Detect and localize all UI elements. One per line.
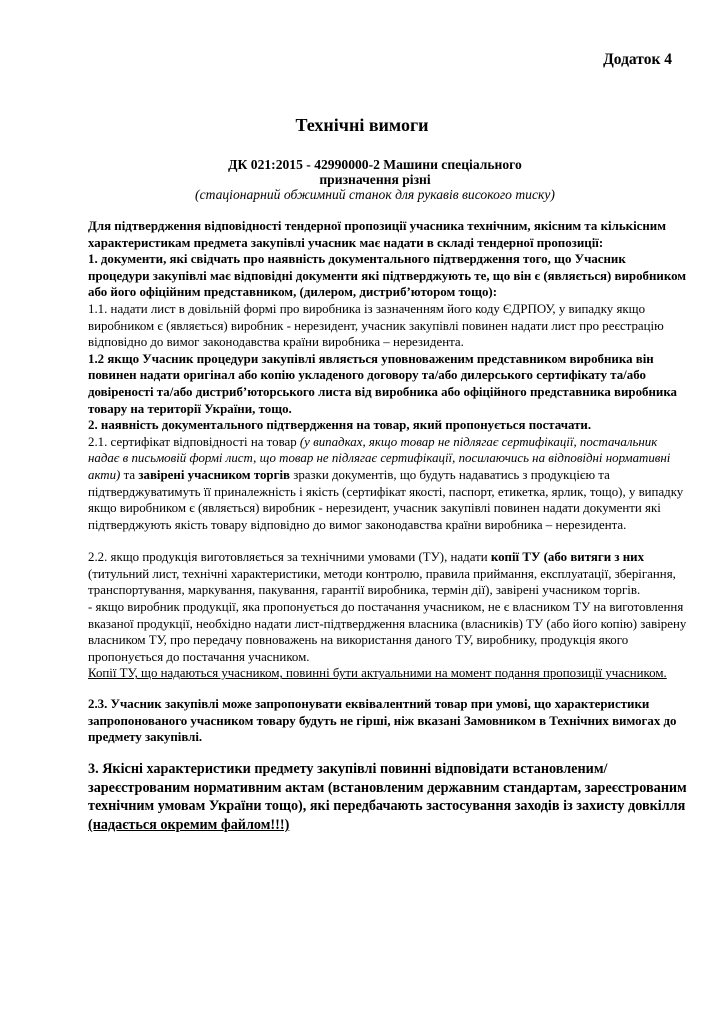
item-3 — [88, 760, 688, 835]
subject-note: (стаціонарний обжимний станок для рукавів високого тиску) — [195, 187, 555, 202]
item-2-1-italic-note: (у випадках, якщо товар не підлягає сертифікації, постачальник надає в письмовій формі лист, що товар не підлягає сертифікації, посилаючись на відповідні нормативні акти) — [88, 434, 671, 482]
item-2-2-bold: копії ТУ (або витяги з них — [490, 550, 645, 565]
item-2-1-text-c: та — [120, 467, 139, 482]
annex-label: Додаток 4 — [603, 51, 672, 68]
item-2-2-text-c: (титульний лист, технічні характеристики, методи контролю, правила приймання, експлуатації, зберігання, транспортування, маркування, пакування, гарантії виробника, термін дії), завірені учасником торгів. — [88, 566, 676, 598]
page-title: Технічні вимоги — [295, 115, 429, 135]
item-2-1-text-a: 2.1. сертифікат відповідності на товар — [88, 434, 300, 449]
item-2-2-text-a: 2.2. якщо продукція виготовляється за технічними умовами (ТУ), надати — [88, 550, 491, 565]
intro-paragraph: Для підтвердження відповідності тендерної пропозиції учасника технічним, якісним та кількісним характеристикам предмета закупівлі учасник має надати в складі тендерної пропозиції: — [88, 219, 667, 250]
subject-code-line2: призначення різні — [319, 172, 431, 187]
requirements-body — [88, 218, 688, 835]
item-1-1: 1.1. надати лист в довільній формі про виробника із зазначенням його коду ЄДРПОУ, у випадку якщо виробником є (являється) виробник - нерезидент, учасник закупівлі повинен надати лист про реєстрацію відповідно до вимог законодавства країни виробника – нерезидента. — [88, 301, 664, 350]
item-3-underlined: (надається окремим файлом!!!) — [88, 817, 290, 834]
item-2-2 — [88, 549, 688, 599]
item-1-2: 1.2 якщо Учасник процедури закупівлі являється уповноваженим представником виробника він повинен надати оригінал або копію укладеного договору та/або дилерського сертифікату та/або довіреності та/або дистриб’юторського листа від виробника або офіційного представника виробника товару на території України, тощо. — [88, 351, 677, 416]
item-2-2-owner-note: - якщо виробник продукції, яка пропонується до постачання учасником, не є власником ТУ на виготовлення вказаної продукції, необхідно надати лист-підтвердження власника (власників) ТУ (або його копію) завірену власником ТУ, про передачу повноважень на використання даного ТУ, виробнику, продукція якого пропонується до постачання учасником. — [88, 600, 687, 664]
subject-code-line1: ДК 021:2015 - 42990000-2 Машини спеціального — [228, 157, 522, 172]
item-2-1 — [88, 434, 688, 534]
item-1-heading: 1. документи, які свідчать про наявність документального підтвердження того, що Учасник процедури закупівлі має відповідні документи які підтверджують те, що він є (являється) виробником або його офіційним представником, (дилером, дистриб’ютором тощо): — [88, 252, 687, 300]
item-2-heading: 2. наявність документального підтвердження на товар, який пропонується постачати. — [88, 418, 592, 433]
item-2-3: 2.3. Учасник закупівлі може запропонувати еквівалентний товар при умові, що характеристики запропонованого учасником товару будуть не гірші, ніж вказані Замовником в Технічних вимогах до предмету закупівлі. — [88, 697, 677, 745]
subject-block — [40, 157, 710, 202]
item-3-text: 3. Якісні характеристики предмету закупівлі повинні відповідати встановленим/зареєстрованим нормативним актам (встановленим державним стандартам, зареєстрованим технічним умовам України тощо), які передбачають застосування заходів із захисту довкілля — [88, 760, 687, 815]
item-2-1-text-e: зразки документів, що будуть надаватись з продукцією та підтверджуватимуть її приналежність і якість (сертифікат якості, паспорт, етикетка, ярлик, тощо), у випадку якщо виробником є (являється) виробник - нерезидент, учасник закупівлі повинен надати документи які підтверджують якість товару відповідно до вимог законодавства країни виробника – нерезидента. — [88, 467, 684, 532]
item-2-1-bold: завірені учасником торгів — [138, 467, 290, 482]
item-2-2-underlined-note: Копії ТУ, що надаються учасником, повинні бути актуальними на момент подання пропозиції учасником. — [88, 666, 667, 681]
